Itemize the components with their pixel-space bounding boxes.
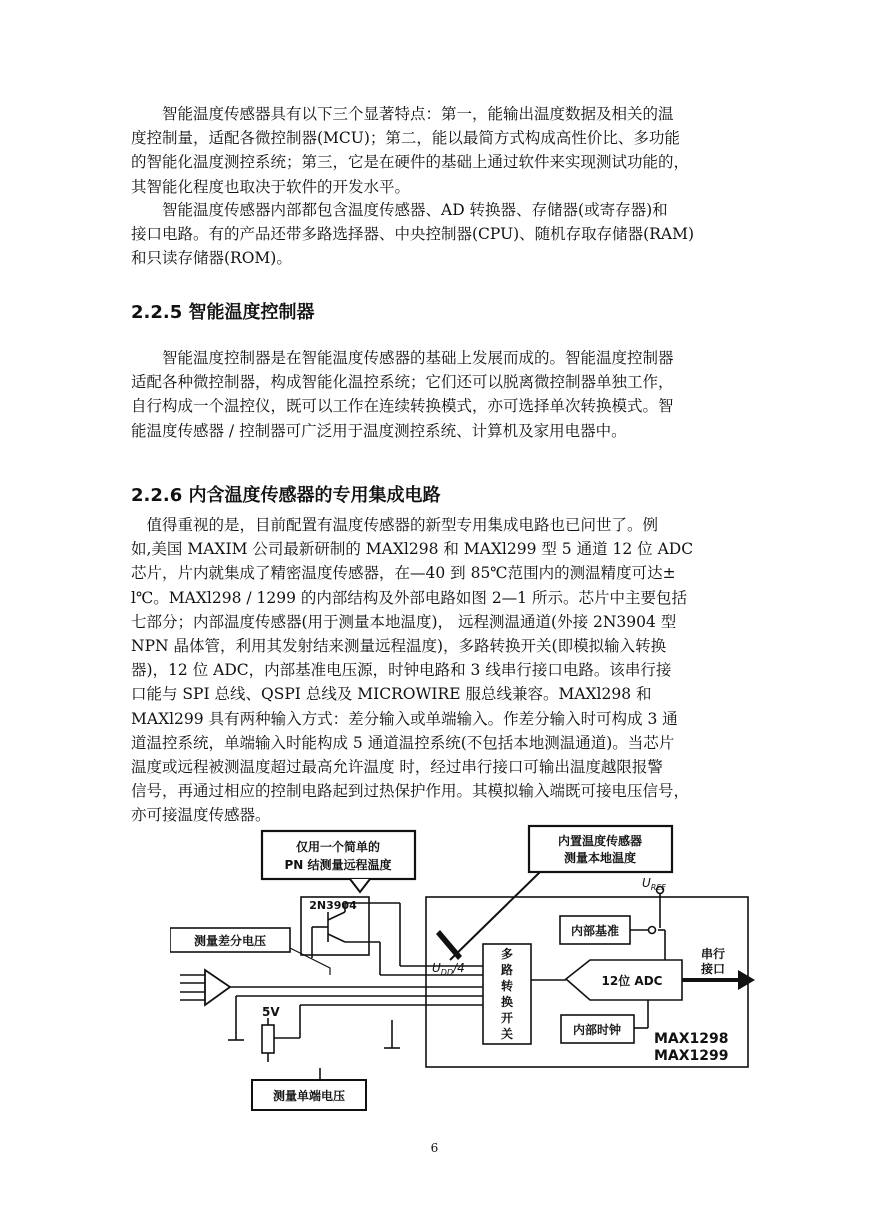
- text-line: 自行构成一个温控仪，既可以工作在连续转换模式，亦可选择单次转换模式。智: [131, 397, 674, 416]
- text-line: 的智能化温度测控系统；第三，它是在硬件的基础上通过软件来实现测试功能的，: [131, 153, 690, 172]
- page-number: 6: [430, 1141, 439, 1155]
- text-line: 器)，12 位 ADC，内部基准电压源，时钟电路和 3 线串行接口电路。该串行接: [131, 661, 672, 680]
- text-line: 信号，再通过相应的控制电路起到过热保护作用。其模拟输入端既可接电压信号，: [131, 782, 690, 801]
- text-line: 能温度传感器 / 控制器可广泛用于温度测控系统、计算机及家用电器中。: [131, 421, 627, 440]
- serial-arrow-head: [738, 970, 755, 990]
- mux-char: 转: [500, 979, 514, 993]
- text-line: 亦可接温度传感器。: [131, 806, 271, 825]
- paragraph-2-2-5: [131, 346, 739, 443]
- text-line: 值得重视的是，目前配置有温度传感器的新型专用集成电路也已问世了。例: [131, 516, 659, 534]
- chip-name-2: MAX1299: [654, 1048, 729, 1064]
- text-line: l℃。MAXl298 / 1299 的内部结构及外部电路如图 2—1 所示。芯片中主要包括: [131, 588, 687, 607]
- serial-label-1: 串行: [700, 947, 726, 961]
- transistor-label: 2N3904: [309, 899, 357, 912]
- label-diff: 测量差分电压: [193, 934, 267, 948]
- text-line: 道温控系统，单端输入时能构成 5 通道温控系统(不包括本地测温通道)。当芯片: [131, 733, 675, 752]
- text-line: 其智能化程度也取决于软件的开发水平。: [131, 177, 411, 196]
- text-line: 口能与 SPI 总线、QSPI 总线及 MICROWIRE 服总线兼容。MAXl298 和: [131, 685, 652, 704]
- text-line: 芯片，片内就集成了精密温度传感器，在—40 到 85℃范围内的测温精度可达±: [131, 564, 676, 583]
- mux-char: 路: [500, 963, 514, 977]
- text-line: 如,美国 MAXIM 公司最新研制的 MAXl298 和 MAXl299 型 5 通道 12 位 ADC: [131, 540, 694, 559]
- text-line: 接口电路。有的产品还带多路选择器、中央控制器(CPU)、随机存取存储器(RAM): [131, 225, 695, 244]
- internal-clock-label: 内部时钟: [572, 1023, 622, 1037]
- intro-paragraph-2: [131, 198, 739, 271]
- max1298-block-diagram: [170, 822, 770, 1122]
- temperature-sensor-probe: [436, 930, 462, 960]
- callout-pn-line-1: 仅用一个简单的: [295, 840, 381, 854]
- intro-paragraph-1: [131, 102, 739, 199]
- text-line: 七部分；内部温度传感器(用于测量本地温度)， 远程测温通道(外接 2N3904 型: [131, 612, 677, 631]
- heading-2-2-5: 2.2.5 智能温度控制器: [131, 302, 315, 323]
- mux-char: 关: [500, 1027, 514, 1041]
- paragraph-2-2-6: [131, 513, 739, 828]
- text-line: 适配各种微控制器，构成智能化温控系统；它们还可以脱离微控制器单独工作，: [131, 373, 674, 392]
- mux-char: 换: [500, 995, 514, 1009]
- callout-internal-line-2: 测量本地温度: [563, 851, 637, 865]
- serial-label-2: 接口: [700, 962, 726, 976]
- heading-2-2-6: 2.2.6 内含温度传感器的专用集成电路: [131, 485, 441, 506]
- label-udd: $U_{DD}/4$: [432, 961, 465, 977]
- text-line: 度控制量，适配各微控制器(MCU)；第二，能以最简方式构成高性价比、多功能: [131, 129, 680, 148]
- chip-name-1: MAX1298: [654, 1031, 729, 1047]
- callout-internal-box: [529, 826, 672, 872]
- text-line: NPN 晶体管，利用其发射结来测量远程温度)，多路转换开关(即模拟输入转换: [131, 637, 667, 656]
- label-5v: 5V: [262, 1005, 280, 1019]
- internal-ref-label: 内部基准: [570, 924, 620, 938]
- text-line: 智能温度控制器是在智能温度传感器的基础上发展而成的。智能温度控制器: [131, 349, 674, 367]
- label-uref: $U_{REF}$: [642, 876, 667, 892]
- callout-pn-line-2: PN 结测量远程温度: [284, 858, 392, 872]
- mux-char: 开: [500, 1011, 514, 1025]
- label-single: 测量单端电压: [272, 1089, 346, 1103]
- text-line: MAXl299 具有两种输入方式：差分输入或单端输入。作差分输入时可构成 3 通: [131, 709, 678, 728]
- text-line: 智能温度传感器内部都包含温度传感器、AD 转换器、存储器(或寄存器)和: [131, 201, 668, 219]
- adc-label: 12位 ADC: [601, 974, 663, 988]
- callout-internal-line-1: 内置温度传感器: [557, 834, 643, 848]
- potentiometer: [262, 1025, 274, 1053]
- mux-char: 多: [500, 947, 514, 961]
- text-line: 温度或远程被测温度超过最高允许温度 时，经过串行接口可输出温度越限报警: [131, 758, 663, 777]
- text-line: 和只读存储器(ROM)。: [131, 249, 292, 268]
- text-line: 智能温度传感器具有以下三个显著特点：第一，能输出温度数据及相关的温: [131, 105, 674, 123]
